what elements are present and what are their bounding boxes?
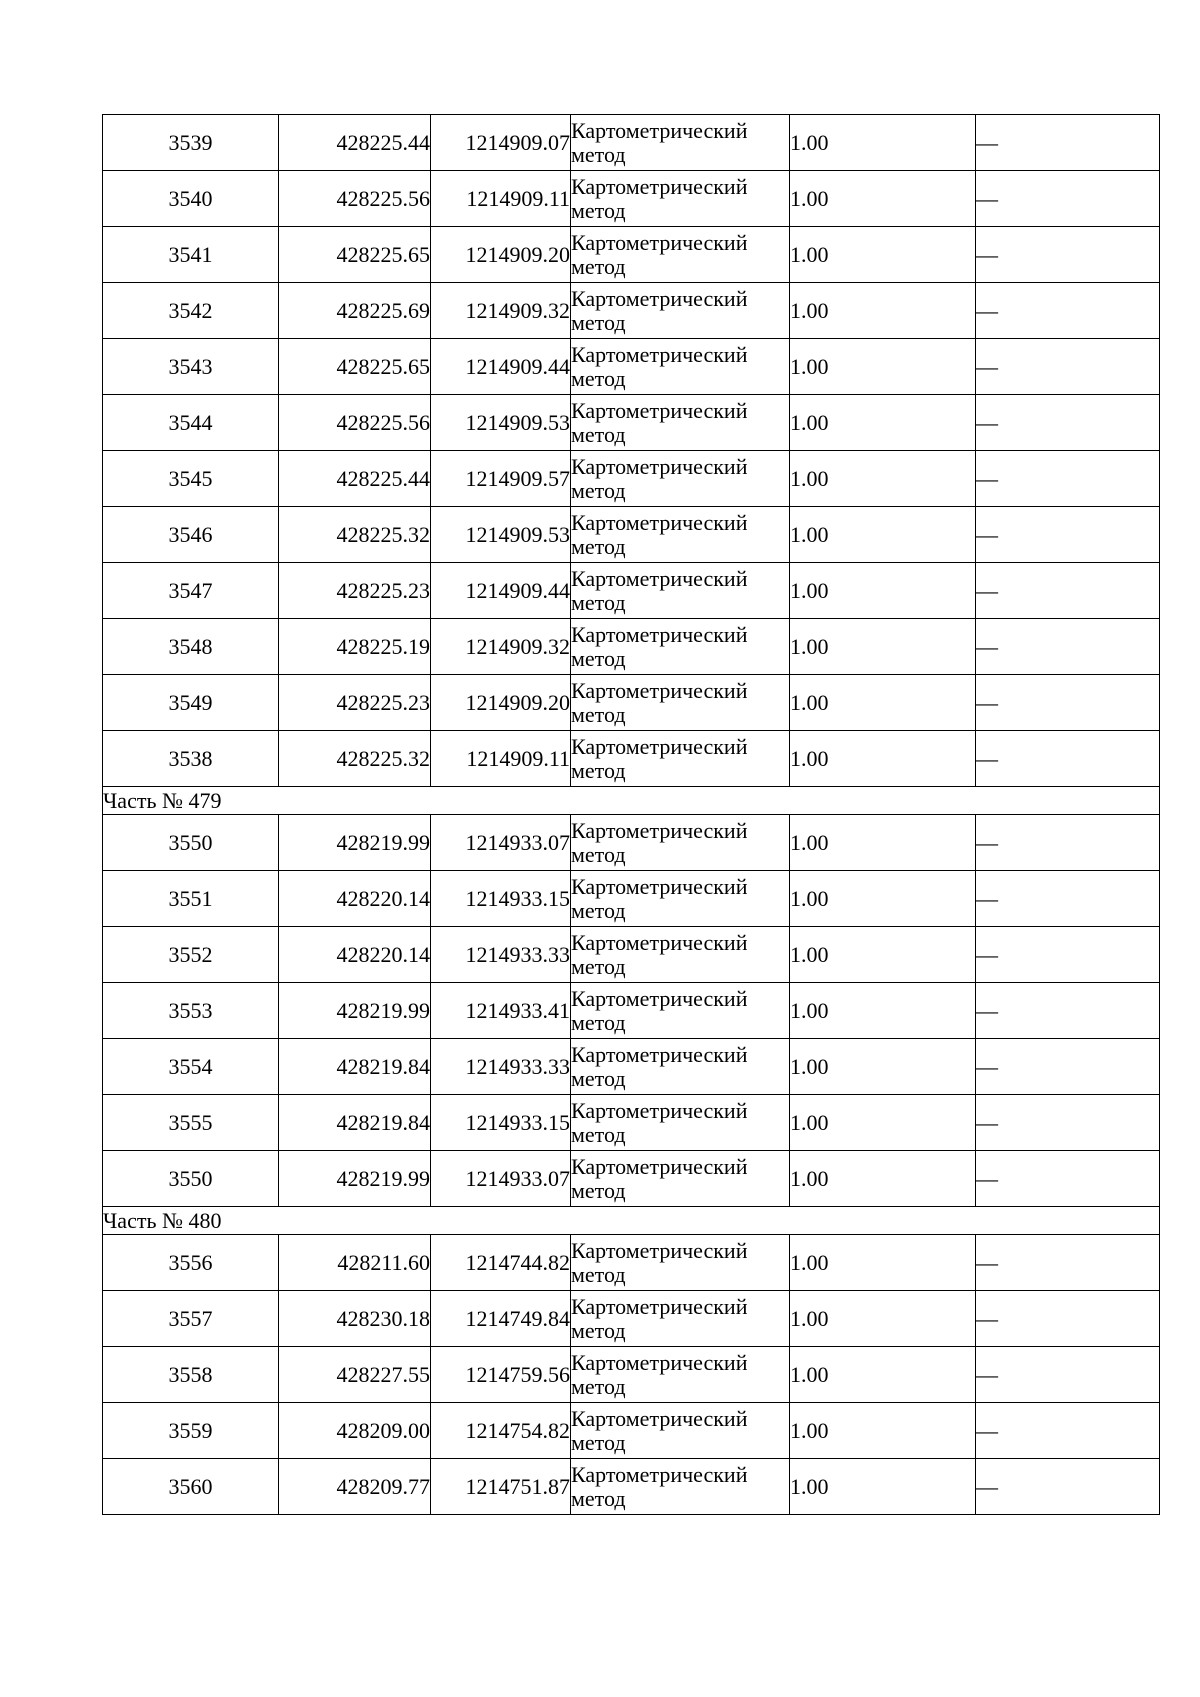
accuracy-cell: 1.00	[790, 731, 976, 787]
part-header-row	[103, 1207, 1160, 1235]
y-coordinate-cell: 1214909.57	[431, 451, 571, 507]
method-cell	[571, 451, 790, 507]
x-coordinate-cell: 428219.84	[279, 1039, 431, 1095]
point-number-cell: 3548	[103, 619, 279, 675]
point-number-cell: 3539	[103, 115, 279, 171]
note-cell: —	[976, 1403, 1160, 1459]
method-cell	[571, 731, 790, 787]
method-cell	[571, 983, 790, 1039]
note-cell: —	[976, 1347, 1160, 1403]
accuracy-cell: 1.00	[790, 927, 976, 983]
accuracy-cell: 1.00	[790, 1235, 976, 1291]
method-text-line: Картометрический	[571, 1349, 748, 1375]
point-number-cell: 3558	[103, 1347, 279, 1403]
accuracy-cell: 1.00	[790, 451, 976, 507]
point-number-cell: 3550	[103, 815, 279, 871]
x-coordinate-cell: 428225.69	[279, 283, 431, 339]
accuracy-cell: 1.00	[790, 815, 976, 871]
table-row	[103, 283, 1160, 339]
y-coordinate-cell: 1214909.32	[431, 619, 571, 675]
note-cell: —	[976, 1039, 1160, 1095]
y-coordinate-cell: 1214754.82	[431, 1403, 571, 1459]
method-cell	[571, 927, 790, 983]
note-cell: —	[976, 871, 1160, 927]
note-cell: —	[976, 731, 1160, 787]
method-text-line: метод	[571, 645, 626, 671]
table-row	[103, 871, 1160, 927]
accuracy-cell: 1.00	[790, 1291, 976, 1347]
method-text-line: Картометрический	[571, 1461, 748, 1487]
method-cell	[571, 1039, 790, 1095]
x-coordinate-cell: 428230.18	[279, 1291, 431, 1347]
method-text-line: метод	[571, 701, 626, 727]
x-coordinate-cell: 428211.60	[279, 1235, 431, 1291]
y-coordinate-cell: 1214909.53	[431, 395, 571, 451]
method-text-line: метод	[571, 757, 626, 783]
note-cell: —	[976, 563, 1160, 619]
table-row	[103, 451, 1160, 507]
accuracy-cell: 1.00	[790, 1459, 976, 1515]
part-label: Часть № 480	[103, 1207, 1160, 1235]
part-label: Часть № 479	[103, 787, 1160, 815]
point-number-cell: 3540	[103, 171, 279, 227]
accuracy-cell: 1.00	[790, 675, 976, 731]
y-coordinate-cell: 1214933.15	[431, 871, 571, 927]
accuracy-cell: 1.00	[790, 227, 976, 283]
point-number-cell: 3555	[103, 1095, 279, 1151]
x-coordinate-cell: 428220.14	[279, 871, 431, 927]
method-text-line: метод	[571, 589, 626, 615]
method-text-line: Картометрический	[571, 509, 748, 535]
method-cell	[571, 395, 790, 451]
y-coordinate-cell: 1214909.11	[431, 731, 571, 787]
accuracy-cell: 1.00	[790, 563, 976, 619]
method-text-line: метод	[571, 1177, 626, 1203]
table-row	[103, 339, 1160, 395]
x-coordinate-cell: 428219.99	[279, 983, 431, 1039]
x-coordinate-cell: 428227.55	[279, 1347, 431, 1403]
y-coordinate-cell: 1214751.87	[431, 1459, 571, 1515]
method-text-line: Картометрический	[571, 565, 748, 591]
x-coordinate-cell: 428209.00	[279, 1403, 431, 1459]
method-text-line: Картометрический	[571, 677, 748, 703]
note-cell: —	[976, 171, 1160, 227]
method-cell	[571, 1403, 790, 1459]
point-number-cell: 3550	[103, 1151, 279, 1207]
accuracy-cell: 1.00	[790, 395, 976, 451]
method-text-line: метод	[571, 897, 626, 923]
table-row	[103, 1403, 1160, 1459]
method-text-line: метод	[571, 1009, 626, 1035]
method-cell	[571, 1459, 790, 1515]
method-text-line: Картометрический	[571, 929, 748, 955]
method-cell	[571, 507, 790, 563]
point-number-cell: 3560	[103, 1459, 279, 1515]
method-text-line: метод	[571, 197, 626, 223]
point-number-cell: 3538	[103, 731, 279, 787]
y-coordinate-cell: 1214909.53	[431, 507, 571, 563]
method-text-line: метод	[571, 1261, 626, 1287]
table-row	[103, 507, 1160, 563]
x-coordinate-cell: 428219.84	[279, 1095, 431, 1151]
method-text-line: Картометрический	[571, 117, 748, 143]
method-cell	[571, 1151, 790, 1207]
method-text-line: метод	[571, 953, 626, 979]
method-cell	[571, 283, 790, 339]
method-text-line: Картометрический	[571, 1153, 748, 1179]
x-coordinate-cell: 428225.32	[279, 731, 431, 787]
table-row	[103, 395, 1160, 451]
point-number-cell: 3556	[103, 1235, 279, 1291]
accuracy-cell: 1.00	[790, 1095, 976, 1151]
y-coordinate-cell: 1214909.20	[431, 227, 571, 283]
x-coordinate-cell: 428225.44	[279, 115, 431, 171]
table-row	[103, 619, 1160, 675]
point-number-cell: 3554	[103, 1039, 279, 1095]
note-cell: —	[976, 451, 1160, 507]
note-cell: —	[976, 1151, 1160, 1207]
method-text-line: Картометрический	[571, 985, 748, 1011]
point-number-cell: 3549	[103, 675, 279, 731]
note-cell: —	[976, 1291, 1160, 1347]
accuracy-cell: 1.00	[790, 115, 976, 171]
method-text-line: метод	[571, 1485, 626, 1511]
y-coordinate-cell: 1214909.20	[431, 675, 571, 731]
note-cell: —	[976, 983, 1160, 1039]
method-text-line: Картометрический	[571, 1237, 748, 1263]
method-cell	[571, 871, 790, 927]
note-cell: —	[976, 283, 1160, 339]
table-row	[103, 815, 1160, 871]
x-coordinate-cell: 428219.99	[279, 1151, 431, 1207]
note-cell: —	[976, 339, 1160, 395]
method-text-line: метод	[571, 141, 626, 167]
part-header-row	[103, 787, 1160, 815]
accuracy-cell: 1.00	[790, 1039, 976, 1095]
accuracy-cell: 1.00	[790, 1347, 976, 1403]
note-cell: —	[976, 815, 1160, 871]
y-coordinate-cell: 1214933.41	[431, 983, 571, 1039]
y-coordinate-cell: 1214909.11	[431, 171, 571, 227]
accuracy-cell: 1.00	[790, 507, 976, 563]
table-row	[103, 927, 1160, 983]
x-coordinate-cell: 428225.44	[279, 451, 431, 507]
method-text-line: метод	[571, 253, 626, 279]
y-coordinate-cell: 1214933.15	[431, 1095, 571, 1151]
point-number-cell: 3543	[103, 339, 279, 395]
x-coordinate-cell: 428220.14	[279, 927, 431, 983]
y-coordinate-cell: 1214909.07	[431, 115, 571, 171]
coordinates-table-body	[103, 115, 1160, 1515]
point-number-cell: 3552	[103, 927, 279, 983]
y-coordinate-cell: 1214759.56	[431, 1347, 571, 1403]
method-text-line: метод	[571, 1317, 626, 1343]
x-coordinate-cell: 428225.19	[279, 619, 431, 675]
point-number-cell: 3546	[103, 507, 279, 563]
table-row	[103, 1459, 1160, 1515]
method-cell	[571, 171, 790, 227]
note-cell: —	[976, 115, 1160, 171]
x-coordinate-cell: 428225.32	[279, 507, 431, 563]
accuracy-cell: 1.00	[790, 339, 976, 395]
method-text-line: Картометрический	[571, 1293, 748, 1319]
method-text-line: метод	[571, 309, 626, 335]
method-text-line: метод	[571, 841, 626, 867]
table-row	[103, 563, 1160, 619]
note-cell: —	[976, 227, 1160, 283]
x-coordinate-cell: 428225.65	[279, 227, 431, 283]
method-text-line: Картометрический	[571, 733, 748, 759]
table-row	[103, 1291, 1160, 1347]
method-cell	[571, 563, 790, 619]
table-row	[103, 675, 1160, 731]
method-cell	[571, 815, 790, 871]
method-text-line: метод	[571, 477, 626, 503]
accuracy-cell: 1.00	[790, 983, 976, 1039]
note-cell: —	[976, 1095, 1160, 1151]
method-text-line: Картометрический	[571, 1041, 748, 1067]
y-coordinate-cell: 1214909.44	[431, 339, 571, 395]
point-number-cell: 3547	[103, 563, 279, 619]
table-row	[103, 1095, 1160, 1151]
table-row	[103, 1151, 1160, 1207]
table-row	[103, 115, 1160, 171]
point-number-cell: 3551	[103, 871, 279, 927]
method-cell	[571, 1095, 790, 1151]
method-cell	[571, 619, 790, 675]
y-coordinate-cell: 1214749.84	[431, 1291, 571, 1347]
point-number-cell: 3557	[103, 1291, 279, 1347]
x-coordinate-cell: 428209.77	[279, 1459, 431, 1515]
note-cell: —	[976, 395, 1160, 451]
method-cell	[571, 1235, 790, 1291]
method-text-line: Картометрический	[571, 1405, 748, 1431]
x-coordinate-cell: 428225.23	[279, 675, 431, 731]
method-text-line: метод	[571, 1121, 626, 1147]
table-row	[103, 171, 1160, 227]
note-cell: —	[976, 675, 1160, 731]
y-coordinate-cell: 1214909.32	[431, 283, 571, 339]
table-row	[103, 1235, 1160, 1291]
y-coordinate-cell: 1214933.07	[431, 1151, 571, 1207]
accuracy-cell: 1.00	[790, 171, 976, 227]
accuracy-cell: 1.00	[790, 283, 976, 339]
point-number-cell: 3545	[103, 451, 279, 507]
table-row	[103, 227, 1160, 283]
table-row	[103, 1039, 1160, 1095]
x-coordinate-cell: 428225.65	[279, 339, 431, 395]
method-cell	[571, 227, 790, 283]
method-text-line: метод	[571, 1373, 626, 1399]
method-cell	[571, 1291, 790, 1347]
y-coordinate-cell: 1214933.33	[431, 927, 571, 983]
accuracy-cell: 1.00	[790, 1151, 976, 1207]
accuracy-cell: 1.00	[790, 871, 976, 927]
x-coordinate-cell: 428225.23	[279, 563, 431, 619]
y-coordinate-cell: 1214933.07	[431, 815, 571, 871]
accuracy-cell: 1.00	[790, 1403, 976, 1459]
coordinates-table	[102, 114, 1160, 1515]
method-text-line: метод	[571, 421, 626, 447]
method-text-line: Картометрический	[571, 817, 748, 843]
method-text-line: Картометрический	[571, 173, 748, 199]
method-text-line: Картометрический	[571, 621, 748, 647]
method-text-line: метод	[571, 1429, 626, 1455]
y-coordinate-cell: 1214744.82	[431, 1235, 571, 1291]
method-text-line: Картометрический	[571, 397, 748, 423]
x-coordinate-cell: 428219.99	[279, 815, 431, 871]
note-cell: —	[976, 927, 1160, 983]
method-text-line: Картометрический	[571, 341, 748, 367]
accuracy-cell: 1.00	[790, 619, 976, 675]
note-cell: —	[976, 1459, 1160, 1515]
method-cell	[571, 1347, 790, 1403]
point-number-cell: 3542	[103, 283, 279, 339]
method-text-line: метод	[571, 533, 626, 559]
point-number-cell: 3559	[103, 1403, 279, 1459]
method-text-line: Картометрический	[571, 873, 748, 899]
method-text-line: Картометрический	[571, 1097, 748, 1123]
y-coordinate-cell: 1214909.44	[431, 563, 571, 619]
method-text-line: Картометрический	[571, 229, 748, 255]
method-cell	[571, 675, 790, 731]
point-number-cell: 3553	[103, 983, 279, 1039]
point-number-cell: 3544	[103, 395, 279, 451]
point-number-cell: 3541	[103, 227, 279, 283]
method-text-line: Картометрический	[571, 453, 748, 479]
method-cell	[571, 339, 790, 395]
note-cell: —	[976, 619, 1160, 675]
y-coordinate-cell: 1214933.33	[431, 1039, 571, 1095]
note-cell: —	[976, 1235, 1160, 1291]
x-coordinate-cell: 428225.56	[279, 171, 431, 227]
method-text-line: метод	[571, 365, 626, 391]
method-text-line: Картометрический	[571, 285, 748, 311]
method-text-line: метод	[571, 1065, 626, 1091]
table-row	[103, 983, 1160, 1039]
table-row	[103, 1347, 1160, 1403]
method-cell	[571, 115, 790, 171]
x-coordinate-cell: 428225.56	[279, 395, 431, 451]
table-row	[103, 731, 1160, 787]
note-cell: —	[976, 507, 1160, 563]
